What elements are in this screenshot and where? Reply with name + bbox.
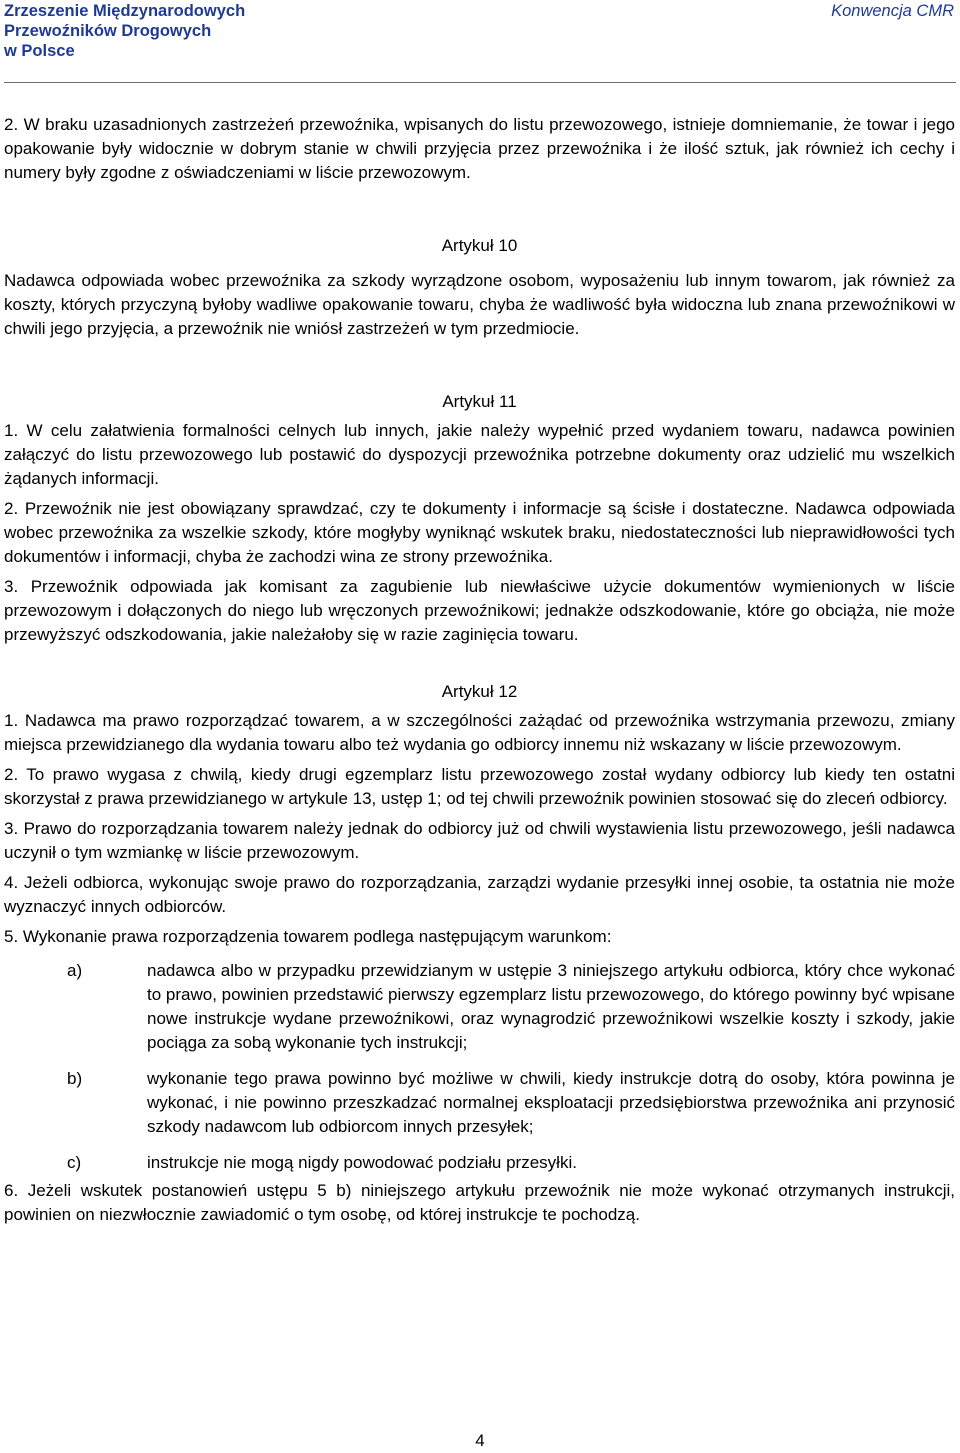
conditions-list xyxy=(4,959,955,1175)
article-12-paragraph-5: 5. Wykonanie prawa rozporządzenia towarem podlega następującym warunkom: xyxy=(4,927,612,946)
article-12-paragraph-6: 6. Jeżeli wskutek postanowień ustępu 5 b) niniejszego artykułu przewoźnik nie może wykonać otrzymanych instrukcji, powinien on niezwłocznie zawiadomić o tym osobę, od której instrukcje te pochodzą. xyxy=(4,1181,955,1224)
article-10-text: Nadawca odpowiada wobec przewoźnika za szkody wyrządzone osobom, wyposażeniu lub innym towarom, jak również za koszty, których przyczyną byłoby wadliwe opakowanie towaru, chyba że wadliwość była widoczna lub znana przewoźnikowi w chwili jego przyjęcia, a przewoźnik nie wniósł zastrzeżeń w tym przedmiocie. xyxy=(4,271,955,338)
organization-name-line2: Przewoźników Drogowych xyxy=(4,22,212,40)
article-11-paragraph-3: 3. Przewoźnik odpowiada jak komisant za zagubienie lub niewłaściwe użycie dokumentów wymienionych w liście przewozowym i dołączonych do niego lub wręczonych przewoźnikowi; jednakże odszkodowanie, które go obciąża, nie może przewyższyć odszkodowania, jakie należałoby się w razie zaginięcia towaru. xyxy=(4,577,955,644)
header-divider xyxy=(4,82,956,83)
list-item-text: nadawca albo w przypadku przewidzianym w ustępie 3 niniejszego artykułu odbiorca, który chce wykonać to prawo, powinien przedstawić pierwszy egzemplarz listu przewozowego, do którego powinny być wpisane nowe instrukcje wydane przewoźnikowi, oraz wynagrodzić przewoźnikowi wszelkie koszty i szkody, jakie pociąga za sobą wykonanie tych instrukcji; xyxy=(147,961,955,1052)
intro-paragraph: 2. W braku uzasadnionych zastrzeżeń przewoźnika, wpisanych do listu przewozowego, istnieje domniemanie, że towar i jego opakowanie były widocznie w dobrym stanie w chwili przyjęcia przez przewoźnika i że ilość sztuk, jak również ich cechy i numery były zgodne z oświadczeniami w liście przewozowym. xyxy=(4,115,955,182)
article-11-paragraph-1: 1. W celu załatwienia formalności celnych lub innych, jakie należy wypełnić przed wydaniem towaru, nadawca powinien załączyć do listu przewozowego lub postawić do dyspozycji przewoźnika potrzebne dokumenty oraz udzielić mu wszelkich żądanych informacji. xyxy=(4,421,955,488)
list-item-marker: b) xyxy=(67,1069,83,1088)
list-item-text: instrukcje nie mogą nigdy powodować podziału przesyłki. xyxy=(147,1153,577,1172)
article-11-paragraph-2: 2. Przewoźnik nie jest obowiązany sprawdzać, czy te dokumenty i informacje są ścisłe i dostateczne. Nadawca odpowiada wobec przewoźnika za wszelkie szkody, które mogłyby wyniknąć wskutek braku, niedostateczności lub nieprawidłowości tych dokumentów i informacji, chyba że zachodzi wina ze strony przewoźnika. xyxy=(4,499,955,566)
article-12-paragraph-1: 1. Nadawca ma prawo rozporządzać towarem, a w szczególności zażądać od przewoźnika wstrzymania przewozu, zmiany miejsca przewidzianego dla wydania towaru albo też wydania go odbiorcy innemu niż wskazany w liście przewozowym. xyxy=(4,711,955,754)
article-12-paragraph-2: 2. To prawo wygasa z chwilą, kiedy drugi egzemplarz listu przewozowego został wydany odbiorcy lub kiedy ten ostatni skorzystał z prawa przewidzianego w artykule 13, ustęp 1; od tej chwili przewoźnik powinien stosować się do zleceń odbiorcy. xyxy=(4,765,955,808)
article-10-heading: Artykuł 10 xyxy=(441,236,518,255)
organization-name xyxy=(4,1,245,61)
article-12-paragraph-4: 4. Jeżeli odbiorca, wykonując swoje prawo do rozporządzania, zarządzi wydanie przesyłki innej osobie, ta ostatnia nie może wyznaczyć innych odbiorców. xyxy=(4,873,955,916)
article-11-heading: Artykuł 11 xyxy=(442,392,517,411)
list-item-marker: c) xyxy=(67,1153,82,1172)
list-item-marker: a) xyxy=(67,961,83,980)
organization-name-line1: Zrzeszenie Międzynarodowych xyxy=(4,2,246,20)
organization-name-line3: w Polsce xyxy=(4,42,75,60)
article-12-paragraph-3: 3. Prawo do rozporządzania towarem należy jednak do odbiorcy już od chwili wystawienia listu przewozowego, jeśli nadawca uczynił o tym wzmiankę w liście przewozowym. xyxy=(4,819,955,862)
page-header xyxy=(4,0,956,78)
document-body xyxy=(4,113,955,1227)
page-number: 4 xyxy=(475,1431,485,1450)
article-12-heading: Artykuł 12 xyxy=(441,682,518,701)
list-item xyxy=(4,1151,955,1175)
list-item xyxy=(4,959,955,1055)
document-title: Konwencja CMR xyxy=(831,2,954,20)
list-item-text: wykonanie tego prawa powinno być możliwe w chwili, kiedy instrukcje dotrą do osoby, która powinna je wykonać, i nie powinno przeszkadzać normalnej eksploatacji przedsiębiorstwa przewoźnika ani przynosić szkody nadawcom lub odbiorcom innych przesyłek; xyxy=(147,1069,955,1136)
list-item xyxy=(4,1067,955,1139)
